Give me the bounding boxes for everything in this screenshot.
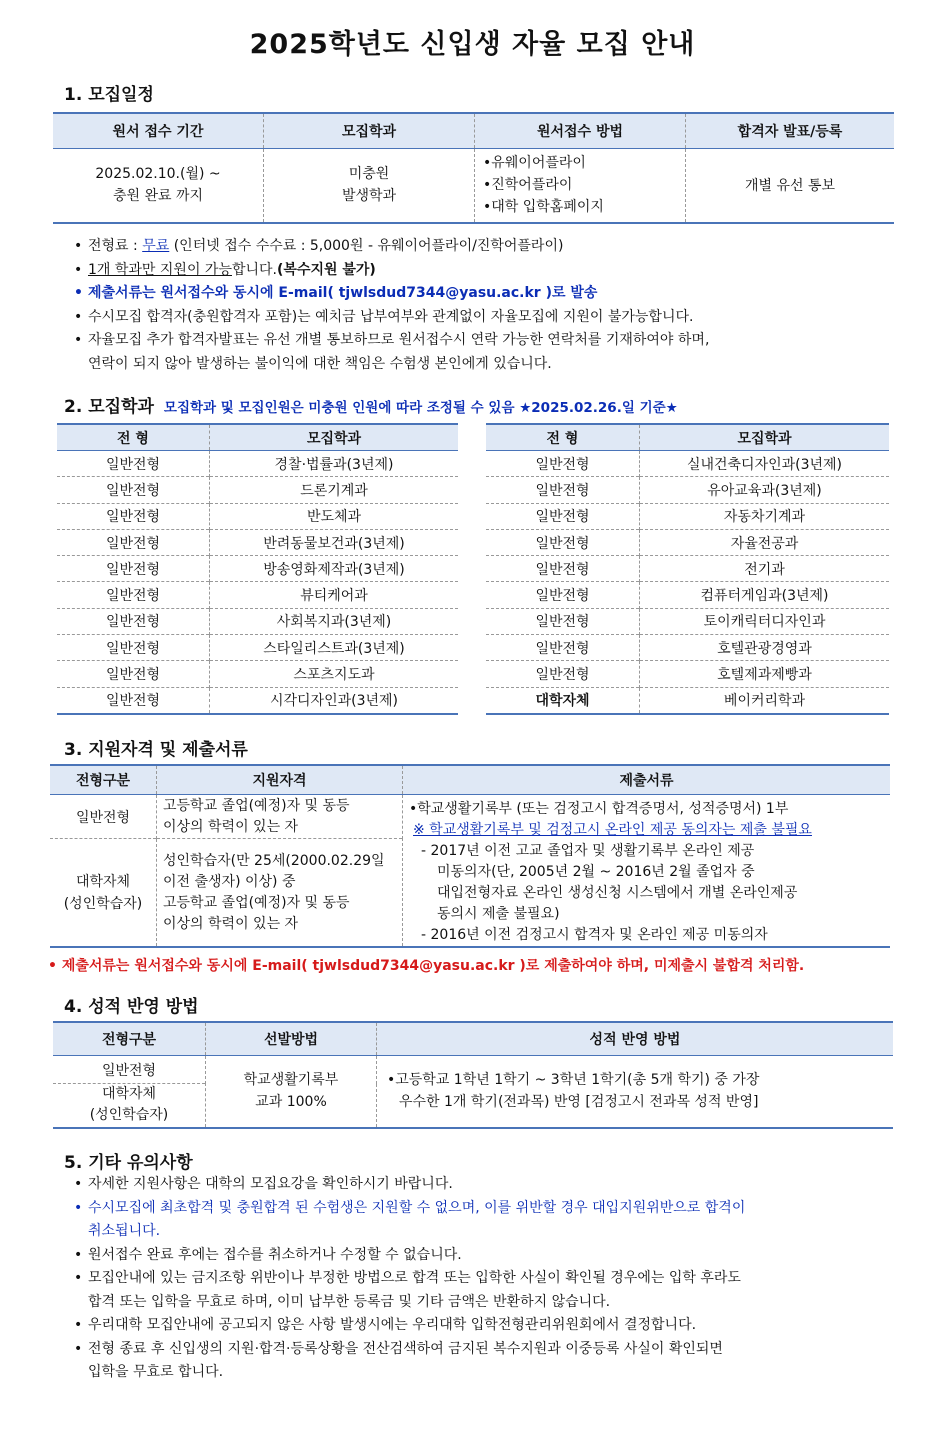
dept-table-right xyxy=(486,423,889,715)
admission-type: 일반전형 xyxy=(105,614,161,631)
admission-type: 대학자체 xyxy=(535,693,590,710)
schedule-period: 2025.02.10.(월) ~ 충원 완료 까지 xyxy=(95,166,221,205)
qual-header-type: 전형구분 xyxy=(50,765,157,795)
right-row xyxy=(486,477,889,503)
admission-type: 일반전형 xyxy=(105,640,161,657)
schedule-dept: 미충원 발생학과 xyxy=(264,149,475,223)
grade-header-method: 성적 반영 방법 xyxy=(377,1022,894,1056)
grade-header-selection: 선발방법 xyxy=(206,1022,377,1056)
schedule-header-dept: 모집학과 xyxy=(264,113,475,149)
grade-type-general: 일반전형 xyxy=(101,1062,157,1079)
right-row xyxy=(486,687,889,714)
department-name: 컴퓨터게임과(3년제) xyxy=(640,582,890,608)
right-row xyxy=(486,582,889,608)
department-name: 호텔제과제빵과 xyxy=(640,661,890,687)
department-name: 스포츠지도과 xyxy=(210,661,459,687)
grade-method: •고등학교 1학년 1학기 ~ 3학년 1학기(총 5개 학기) 중 가장 우수한 1개 학기(전과목) 반영 [검정고시 전과목 성적 반영] xyxy=(377,1056,894,1128)
admission-type: 일반전형 xyxy=(535,456,590,473)
department-name: 실내건축디자인과(3년제) xyxy=(640,451,890,477)
right-row xyxy=(486,529,889,555)
grade-type-self: 대학자체 (성인학습자) xyxy=(89,1086,169,1124)
section2-note: 모집학과 및 모집인원은 미충원 인원에 따라 조정될 수 있음 ★2025.02.26.일 기준★ xyxy=(163,400,678,416)
admission-type: 일반전형 xyxy=(535,588,590,605)
admission-type: 일반전형 xyxy=(105,456,161,473)
general-type: 일반전형 xyxy=(75,809,131,826)
notice-item: • 우리대학 모집안내에 공고되지 않은 사항 발생시에는 우리대학 입학전형관리위원회에서 결정합니다. xyxy=(72,1314,892,1338)
department-name: 베이커리학과 xyxy=(640,687,890,714)
schedule-header-method: 원서접수 방법 xyxy=(475,113,686,149)
qual-header-docs: 제출서류 xyxy=(403,765,891,795)
right-row xyxy=(486,556,889,582)
dept-left-header-dept: 모집학과 xyxy=(210,424,459,451)
left-row xyxy=(57,556,458,582)
notice-item: • 자세한 지원사항은 대학의 모집요강을 확인하시기 바랍니다. xyxy=(72,1173,892,1197)
admission-type: 일반전형 xyxy=(105,693,161,710)
qual-header-qual: 지원자격 xyxy=(157,765,403,795)
section2-heading: 2. 모집학과 모집학과 및 모집인원은 미충원 인원에 따라 조정될 수 있음 ★2025.02.26.일 기준★ xyxy=(64,397,678,417)
general-qualification: 고등학교 졸업(예정)자 및 동등 이상의 학력이 있는 자 xyxy=(157,795,403,839)
notice-item: • 모집안내에 있는 금지조항 위반이나 부정한 방법으로 합격 또는 입학한 사실이 확인될 경우에는 입학 후라도 합격 또는 입학을 무효로 하며, 이미 납부한 등록금 및 기타 금액은 반환하지 않습니다. xyxy=(72,1267,892,1314)
dept-table-left xyxy=(57,423,458,715)
susi-note: • 수시모집 합격자(충원합격자 포함)는 예치금 납부여부와 관계없이 자율모집에 지원이 불가능합니다. xyxy=(72,306,902,330)
grade-header-type: 전형구분 xyxy=(53,1022,206,1056)
department-name: 경찰·법률과(3년제) xyxy=(210,451,459,477)
qualification-table xyxy=(50,764,890,948)
admission-type: 일반전형 xyxy=(535,614,590,631)
left-row xyxy=(57,687,458,714)
department-name: 뷰티케어과 xyxy=(210,582,459,608)
department-name: 스타일리스트과(3년제) xyxy=(210,635,459,661)
left-row xyxy=(57,661,458,687)
admission-type: 일반전형 xyxy=(535,509,590,526)
left-row xyxy=(57,529,458,555)
department-name: 반도체과 xyxy=(210,503,459,529)
schedule-methods: •유웨이어플라이 •진학어플라이 •대학 입학홈페이지 xyxy=(475,149,686,223)
department-name: 전기과 xyxy=(640,556,890,582)
right-row xyxy=(486,635,889,661)
dept-left-header-type: 전 형 xyxy=(57,424,210,451)
schedule-header-period: 원서 접수 기간 xyxy=(53,113,264,149)
left-row xyxy=(57,635,458,661)
fee-note: • 전형료 : 무료 (인터넷 접수 수수료 : 5,000원 - 유웨이어플라이/진학어플라이) xyxy=(72,235,902,259)
right-row xyxy=(486,608,889,634)
self-type: 대학자체 (성인학습자) xyxy=(63,873,143,912)
notice-item: • 원서접수 완료 후에는 접수를 취소하거나 수정할 수 없습니다. xyxy=(72,1244,892,1268)
admission-type: 일반전형 xyxy=(535,535,590,552)
notice-list xyxy=(72,1173,892,1385)
department-name: 토이캐릭터디자인과 xyxy=(640,608,890,634)
page-title: 2025학년도 신입생 자율 모집 안내 xyxy=(249,29,696,60)
admission-type: 일반전형 xyxy=(105,561,161,578)
notice-item: • 수시모집에 최초합격 및 충원합격 된 수험생은 지원할 수 없으며, 이를 위반할 경우 대입지원위반으로 합격이 취소됩니다. xyxy=(72,1197,892,1244)
admission-type: 일반전형 xyxy=(105,535,161,552)
schedule-table xyxy=(53,112,894,224)
department-name: 자동차기계과 xyxy=(640,503,890,529)
department-name: 사회복지과(3년제) xyxy=(210,608,459,634)
grade-selection: 학교생활기록부 교과 100% xyxy=(206,1056,377,1128)
email-note: • 제출서류는 원서접수와 동시에 E-mail( tjwlsdud7344@yasu.ac.kr )로 발송 xyxy=(72,282,902,306)
dept-right-header-type: 전 형 xyxy=(486,424,640,451)
grade-table xyxy=(53,1021,893,1129)
admission-type: 일반전형 xyxy=(105,482,161,499)
department-name: 시각디자인과(3년제) xyxy=(210,687,459,714)
schedule-header-announce: 합격자 발표/등록 xyxy=(686,113,895,149)
section1-heading: 1. 모집일정 xyxy=(64,85,154,105)
department-name: 유아교육과(3년제) xyxy=(640,477,890,503)
department-name: 자율전공과 xyxy=(640,529,890,555)
dept-right-header-dept: 모집학과 xyxy=(640,424,890,451)
admission-type: 일반전형 xyxy=(535,561,590,578)
left-row xyxy=(57,451,458,477)
admission-type: 일반전형 xyxy=(105,667,161,684)
left-row xyxy=(57,608,458,634)
right-row xyxy=(486,503,889,529)
notice-item: • 전형 종료 후 신입생의 지원·합격·등록상황을 전산검색하여 금지된 복수지원과 이중등록 사실이 확인되면 입학을 무효로 합니다. xyxy=(72,1338,892,1385)
department-name: 호텔관광경영과 xyxy=(640,635,890,661)
admission-type: 일반전형 xyxy=(105,509,161,526)
section4-heading: 4. 성적 반영 방법 xyxy=(64,997,199,1017)
required-docs: •학교생활기록부 (또는 검정고시 합격증명서, 성적증명서) 1부 ※ 학교생활기록부 및 검정고시 온라인 제공 동의자는 제출 불필요 - 2017년 이전 고교 졸업자 및 생활기록부 온라인 제공 미동의자(단, 2005년 2월 ~ 2016년 2월 졸업자 중 대입전형자료 온라인 생성신청 시스템에서 개별 온라인제공 동의시 제출 불필요) - 2016년 이전 검정고시 합격자 및 온라인 제공 미동의자 xyxy=(403,795,891,948)
department-name: 방송영화제작과(3년제) xyxy=(210,556,459,582)
self-qualification: 성인학습자(만 25세(2000.02.29일 이전 출생자) 이상) 중 고등학교 졸업(예정)자 및 동등 이상의 학력이 있는 자 xyxy=(157,839,403,947)
admission-type: 일반전형 xyxy=(105,588,161,605)
one-dept-note: • 1개 학과만 지원이 가능합니다.(복수지원 불가) xyxy=(72,259,902,283)
department-name: 드론기계과 xyxy=(210,477,459,503)
admission-type: 일반전형 xyxy=(535,667,590,684)
department-name: 반려동물보건과(3년제) xyxy=(210,529,459,555)
submission-warning: • 제출서류는 원서접수와 동시에 E-mail( tjwlsdud7344@yasu.ac.kr )로 제출하여야 하며, 미제출시 불합격 처리함. xyxy=(48,958,805,974)
section3-heading: 3. 지원자격 및 제출서류 xyxy=(64,740,248,760)
right-row xyxy=(486,661,889,687)
schedule-notes xyxy=(72,235,902,376)
extra-note: • 자율모집 추가 합격자발표는 유선 개별 통보하므로 원서접수시 연락 가능한 연락처를 기재하여야 하며, 연락이 되지 않아 발생하는 불이익에 대한 책임은 수험생 본인에게 있습니다. xyxy=(72,329,902,376)
admission-type: 일반전형 xyxy=(535,640,590,657)
section5-heading: 5. 기타 유의사항 xyxy=(64,1153,193,1173)
right-row xyxy=(486,451,889,477)
schedule-announce: 개별 유선 통보 xyxy=(686,149,895,223)
left-row xyxy=(57,503,458,529)
left-row xyxy=(57,477,458,503)
left-row xyxy=(57,582,458,608)
admission-type: 일반전형 xyxy=(535,482,590,499)
